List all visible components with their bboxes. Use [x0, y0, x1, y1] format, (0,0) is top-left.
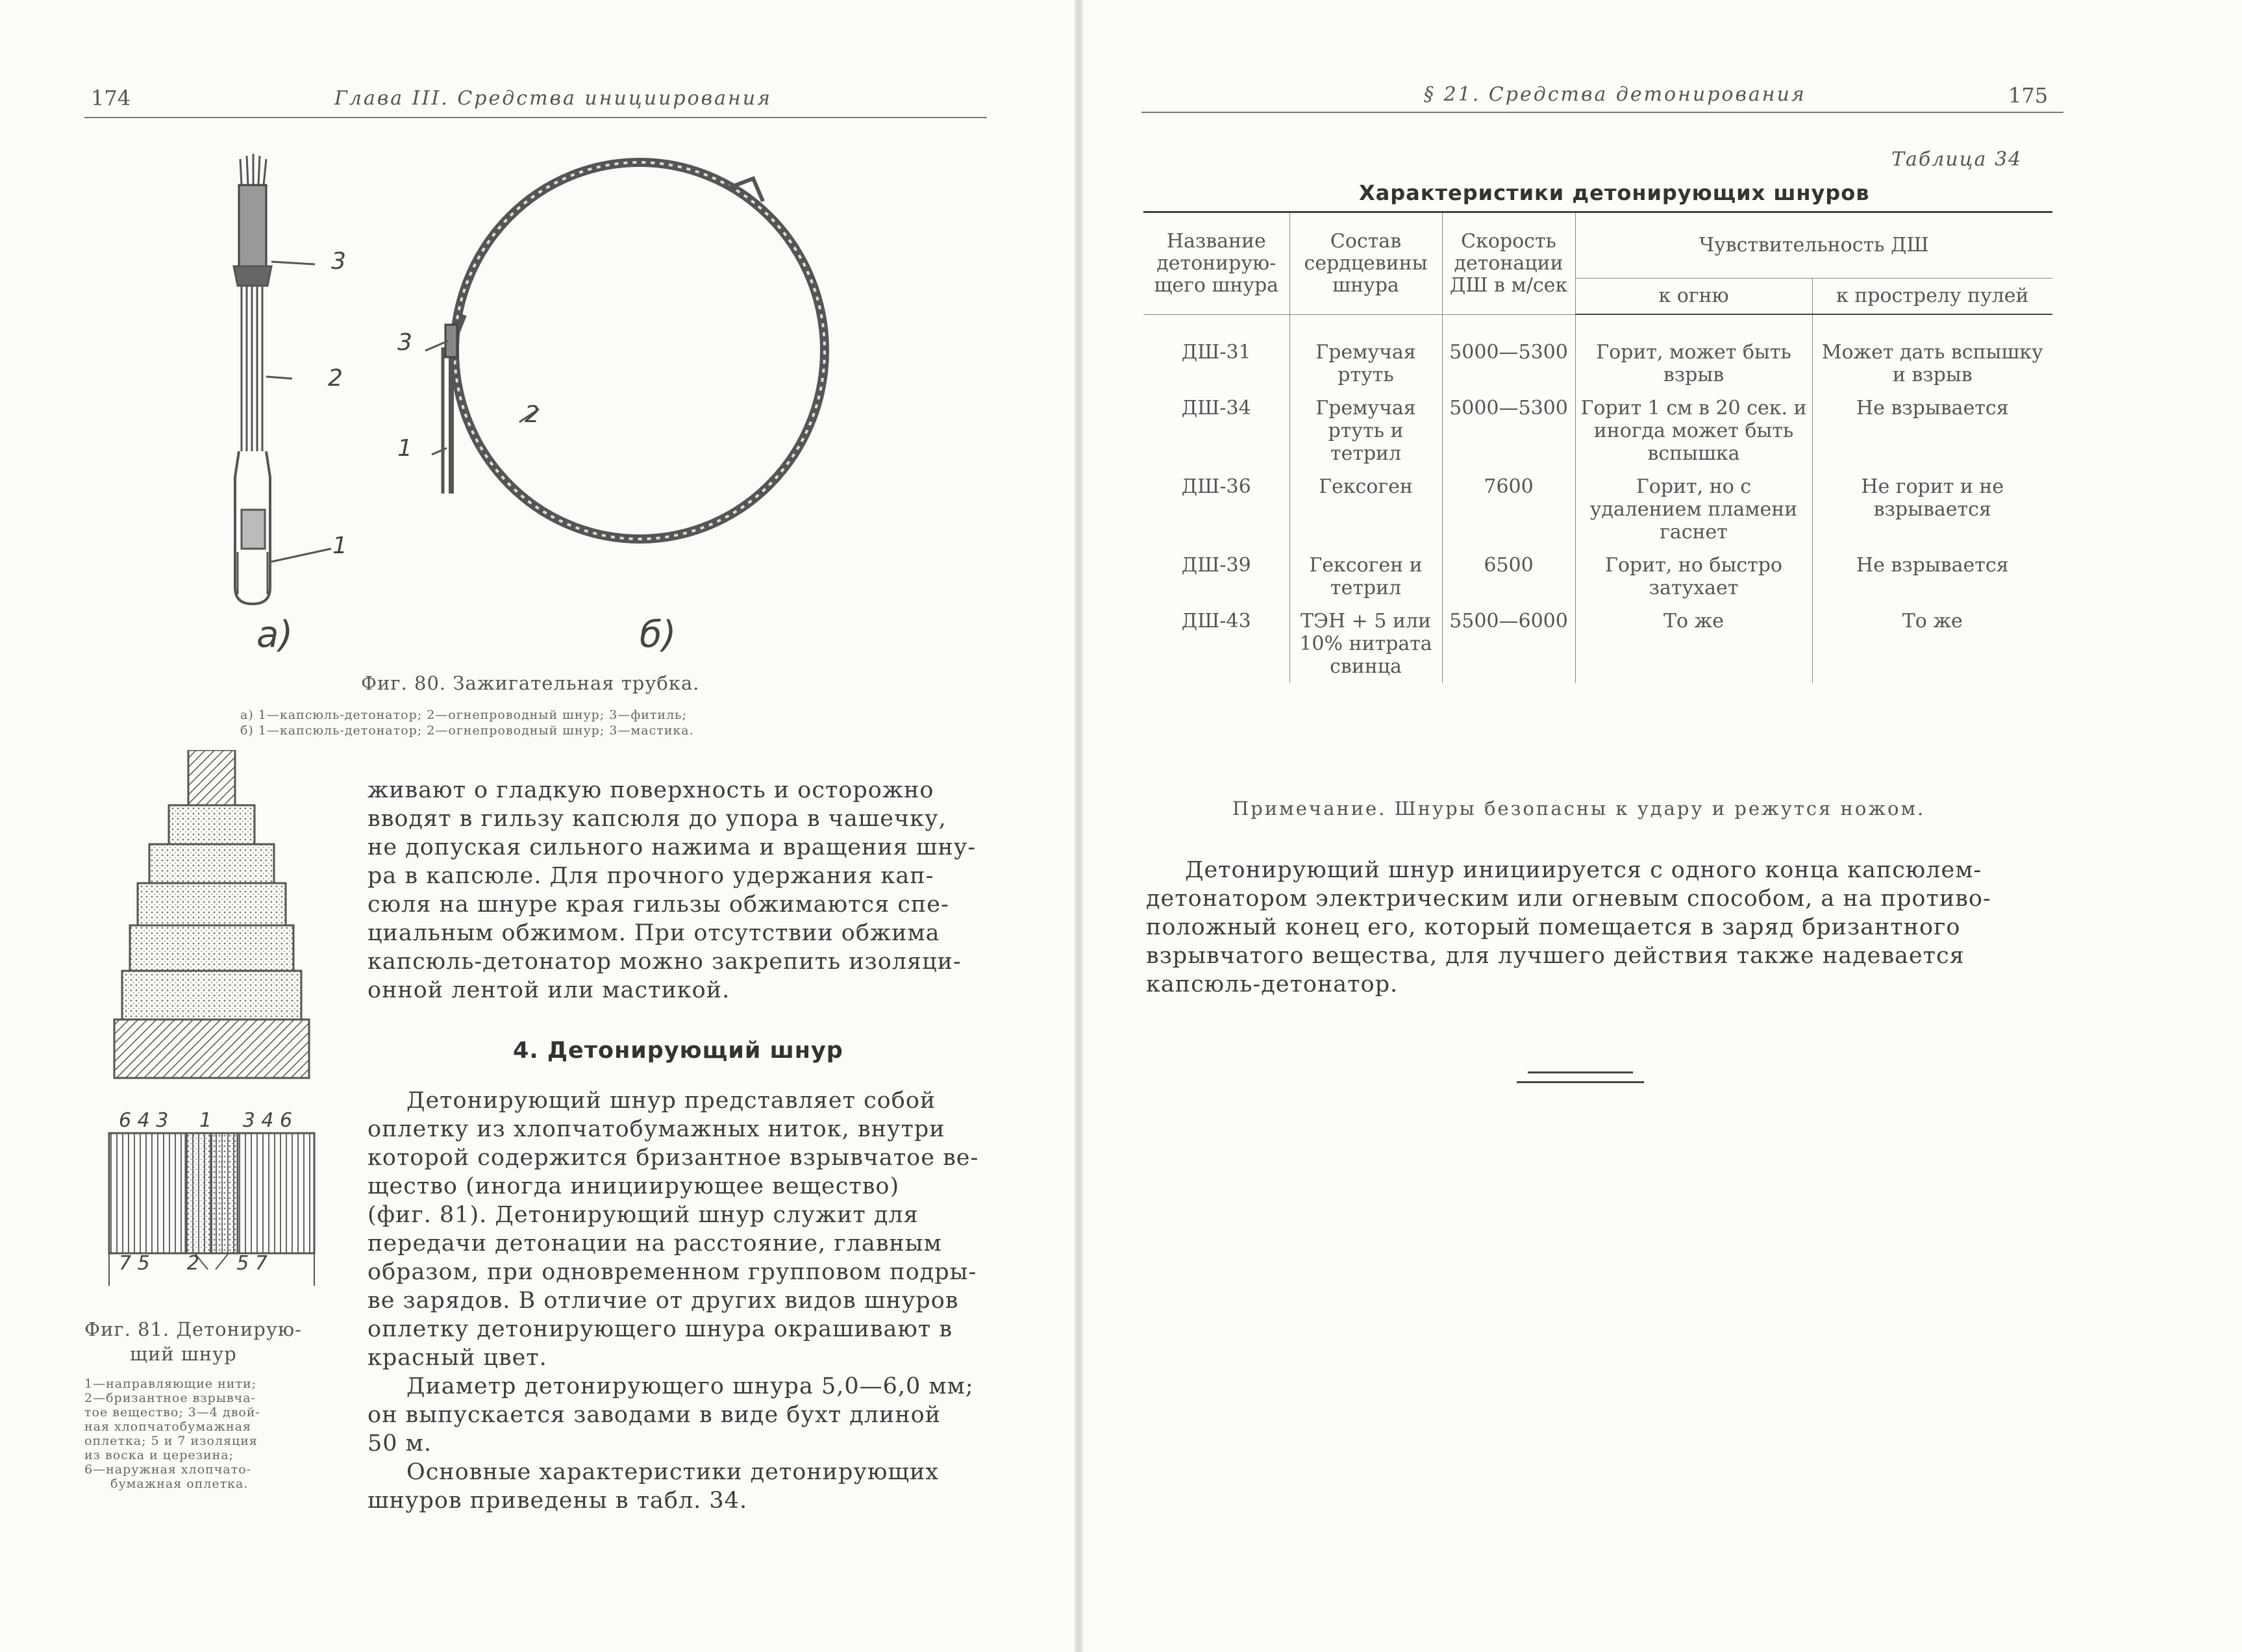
header-sensitivity: Чувствительность ДШ: [1575, 212, 2052, 279]
fig81-legend: [84, 1377, 325, 1491]
text-line: 50 м.: [367, 1431, 432, 1457]
cell-speed: 7600: [1442, 470, 1575, 549]
fig81-legend-line: оплетка; 5 и 7 изоляция: [84, 1434, 258, 1448]
text-line: взрывчатого вещества, для лучшего действия также надевается: [1146, 943, 1965, 969]
fig80b-label: б): [640, 614, 677, 656]
text-line: ве зарядов. В отличие от других видов шнуров: [367, 1288, 959, 1314]
text-line: сюля на шнуре края гильзы обжимаются спе-: [367, 892, 949, 918]
text-line: Детонирующий шнур инициируется с одного конца капсюлем-: [1185, 857, 1982, 883]
text-line: Диаметр детонирующего шнура 5,0—6,0 мм;: [406, 1373, 974, 1399]
header-rule-right: [1141, 112, 2063, 113]
cell-speed: 6500: [1442, 549, 1575, 605]
fig80a-detonator-tube-drawing: [195, 146, 377, 627]
header-bullet: к прострелу пулей: [1812, 279, 2052, 315]
fig80b-callout-2: 2: [525, 401, 540, 428]
cell-speed: 5000—5300: [1442, 314, 1575, 392]
cell-name: ДШ-39: [1143, 549, 1289, 605]
characteristics-table: [1143, 211, 2052, 683]
paragraph-right: [1146, 856, 2061, 999]
end-rule-upper: [1528, 1071, 1633, 1073]
text-line: оплетку детонирующего шнура окрашивают в: [367, 1316, 953, 1342]
fig81-legend-line: бумажная оплетка.: [110, 1477, 249, 1491]
cell-name: ДШ-36: [1143, 470, 1289, 549]
header-composition: Состав сердцевины шнура: [1289, 212, 1442, 315]
text-line: капсюль-детонатор.: [1146, 971, 1399, 997]
header-rule-left: [84, 117, 987, 118]
cell-composition: Гексоген и тетрил: [1289, 549, 1442, 605]
cell-fire: Горит, но быстро затухает: [1575, 549, 1812, 605]
text-line: которой содержится бризантное взрывчатое ве-: [367, 1145, 979, 1171]
cell-bullet: Не горит и не взрывается: [1812, 470, 2052, 549]
fig80b-coiled-cord-drawing: [390, 149, 838, 552]
fig80a-callout-3: 3: [331, 248, 346, 275]
fig81-legend-line: тое вещество; 3—4 двой-: [84, 1405, 260, 1420]
table-row: [1143, 314, 2052, 392]
left-page: [0, 0, 1075, 1652]
table-row: [1143, 470, 2052, 549]
text-line: красный цвет.: [367, 1345, 547, 1371]
header-name: Название детонирую-щего шнура: [1143, 212, 1289, 315]
table-row: [1143, 549, 2052, 605]
fig81-legend-line: из воска и церезина;: [84, 1448, 234, 1462]
fig81-legend-line: 1—направляющие нити;: [84, 1377, 257, 1391]
cell-bullet: Не взрывается: [1812, 549, 2052, 605]
cell-bullet: Не взрывается: [1812, 392, 2052, 470]
text-line: не допуская сильного нажима и вращения шну-: [367, 834, 977, 860]
table-row: [1143, 392, 2052, 470]
text-line: вводят в гильзу капсюля до упора в чашечку,: [367, 806, 947, 832]
text-line: Основные характеристики детонирующих: [406, 1459, 940, 1485]
cell-composition: ТЭН + 5 или 10% нитрата свинца: [1289, 605, 1442, 683]
text-line: онной лентой или мастикой.: [367, 977, 730, 1003]
running-head-left: Глава III. Средства инициирования: [334, 87, 772, 110]
fig80a-callout-2: 2: [328, 365, 343, 392]
cell-fire: Горит 1 см в 20 сек. и иногда может быть вспышка: [1575, 392, 1812, 470]
cell-bullet: То же: [1812, 605, 2052, 683]
table-title: Характеристики детонирующих шнуров: [1359, 181, 1870, 205]
table-note: Примечание. Шнуры безопасны к удару и режутся ножом.: [1232, 797, 1926, 820]
fig81-legend-line: 6—наружная хлопчато-: [84, 1462, 252, 1477]
book-gutter: [1075, 0, 1083, 1652]
table-row: [1143, 605, 2052, 683]
fig80-legend-line1: а) 1—капсюль-детонатор; 2—огнепроводный шнур; 3—фитиль;: [240, 708, 687, 722]
fig80a-callout-1: 1: [332, 532, 347, 559]
fig80b-callout-1: 1: [397, 435, 412, 462]
paragraph-2: [367, 1086, 984, 1515]
paragraph-1: [367, 776, 984, 1005]
text-line: капсюль-детонатор можно закрепить изоляци-: [367, 949, 962, 975]
fig81-legend-line: 2—бризантное взрывча-: [84, 1391, 256, 1405]
cell-fire: То же: [1575, 605, 1812, 683]
text-line: детонатором электрическим или огневым способом, а на противо-: [1146, 886, 1991, 912]
text-line: положный конец его, который помещается в заряд бризантного: [1146, 914, 1961, 940]
text-line: образом, при одновременном групповом подры-: [367, 1259, 977, 1285]
text-line: циальным обжимом. При отсутствии обжима: [367, 920, 940, 946]
text-line: передачи детонации на расстояние, главным: [367, 1231, 942, 1257]
running-head-right: § 21. Средства детонирования: [1424, 83, 1806, 106]
fig80a-label: а): [256, 614, 293, 656]
fig81-caption-line2: щий шнур: [130, 1343, 237, 1365]
cell-fire: Горит, может быть взрыв: [1575, 314, 1812, 392]
table-label: Таблица 34: [1891, 148, 2023, 171]
text-line: он выпускается заводами в виде бухт длиной: [367, 1402, 941, 1428]
text-line: Детонирующий шнур представляет собой: [406, 1088, 936, 1114]
cell-composition: Гремучая ртуть и тетрил: [1289, 392, 1442, 470]
text-line: щество (иногда инициирующее вещество): [367, 1173, 900, 1199]
fig80-legend-line2: б) 1—капсюль-детонатор; 2—огнепроводный шнур; 3—мастика.: [240, 723, 694, 738]
text-line: ра в капсюле. Для прочного удержания кап-: [367, 863, 934, 889]
cell-composition: Гремучая ртуть: [1289, 314, 1442, 392]
text-line: шнуров приведены в табл. 34.: [367, 1488, 748, 1514]
cell-name: ДШ-43: [1143, 605, 1289, 683]
cell-composition: Гексоген: [1289, 470, 1442, 549]
fig81-legend-line: ная хлопчатобумажная: [84, 1420, 251, 1434]
fig80-caption: Фиг. 80. Зажигательная трубка.: [361, 672, 700, 694]
right-page: [1083, 0, 2242, 1652]
cell-speed: 5000—5300: [1442, 392, 1575, 470]
fig81-top-numbers: 6 4 3 1 3 4 6: [119, 1109, 293, 1132]
end-rule-lower: [1517, 1081, 1644, 1083]
page-number-right: 175: [2008, 83, 2049, 108]
cell-name: ДШ-31: [1143, 314, 1289, 392]
header-speed: Скорость детонации ДШ в м/сек: [1442, 212, 1575, 315]
cell-speed: 5500—6000: [1442, 605, 1575, 683]
fig80b-callout-3: 3: [397, 329, 412, 356]
text-line: оплетку из хлопчатобумажных ниток, внутри: [367, 1116, 945, 1142]
page-number-left: 174: [91, 86, 131, 110]
header-fire: к огню: [1575, 279, 1812, 315]
text-line: (фиг. 81). Детонирующий шнур служит для: [367, 1202, 919, 1228]
text-line: живают о гладкую поверхность и осторожно: [367, 777, 934, 803]
cell-fire: Горит, но с удалением пламени гаснет: [1575, 470, 1812, 549]
fig81-caption-line1: Фиг. 81. Детонирую-: [84, 1318, 302, 1340]
cell-bullet: Может дать вспышку и взрыв: [1812, 314, 2052, 392]
section-title: 4. Детонирующий шнур: [513, 1038, 843, 1064]
cell-name: ДШ-34: [1143, 392, 1289, 470]
fig81-detonating-cord-drawing: [104, 750, 344, 1308]
fig81-bottom-numbers: 7 5 2 5 7: [119, 1252, 268, 1275]
